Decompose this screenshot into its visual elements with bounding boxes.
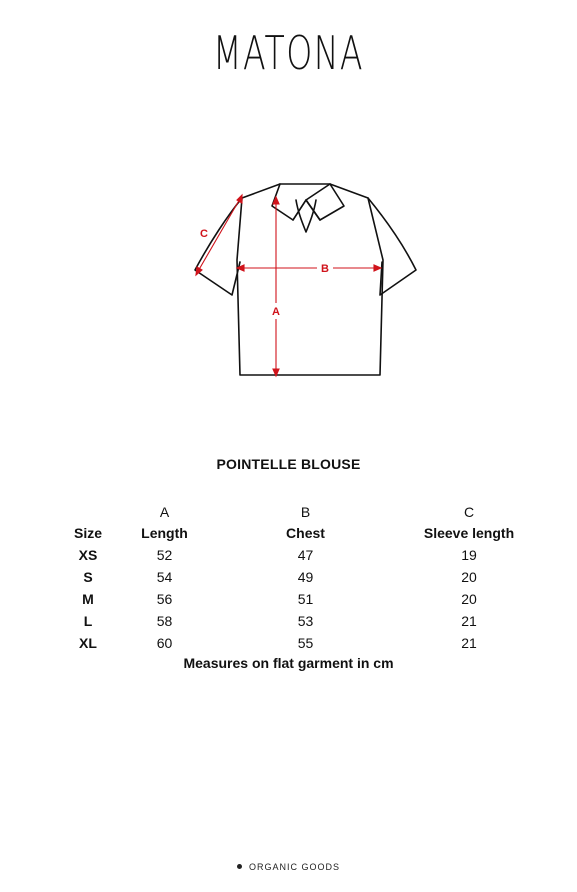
footer-text: ORGANIC GOODS (248, 862, 340, 872)
row-sleeve: 20 (461, 569, 477, 585)
header-chest: Chest (286, 525, 325, 541)
letter-c: C (463, 504, 475, 520)
row-length: 58 (156, 613, 173, 629)
table-row (54, 610, 534, 632)
row-chest: 49 (297, 569, 314, 585)
row-size: XS (78, 547, 98, 563)
bullet-icon (237, 864, 242, 869)
row-sleeve: 19 (461, 547, 477, 563)
table-row (54, 632, 534, 654)
row-size: S (83, 569, 93, 585)
row-sleeve: 21 (461, 613, 477, 629)
row-size: L (83, 613, 93, 629)
letter-a: A (159, 504, 170, 520)
measurement-note: Measures on flat garment in cm (183, 655, 394, 671)
letter-blank (54, 502, 122, 522)
row-length: 56 (156, 591, 173, 607)
header-sleeve-length: Sleeve length (423, 525, 515, 541)
row-chest: 51 (297, 591, 314, 607)
row-size: XL (79, 635, 97, 651)
table-row (54, 566, 534, 588)
header-length: Length (141, 525, 188, 541)
size-table (54, 502, 534, 654)
table-row (54, 544, 534, 566)
row-size: M (82, 591, 94, 607)
label-a: A (272, 306, 280, 318)
row-sleeve: 21 (461, 635, 477, 651)
header-size: Size (73, 525, 102, 541)
product-title: POINTELLE BLOUSE (216, 456, 361, 472)
table-header-row (54, 522, 534, 544)
table-letter-row (54, 502, 534, 522)
label-c: C (200, 228, 208, 240)
row-length: 60 (156, 635, 173, 651)
row-length: 54 (156, 569, 173, 585)
letter-b: B (300, 504, 311, 520)
footer (0, 862, 577, 872)
blouse-outline (195, 184, 416, 375)
row-chest: 55 (297, 635, 314, 651)
brand-logo: MATONA (212, 26, 365, 80)
row-chest: 53 (297, 613, 314, 629)
row-length: 52 (156, 547, 173, 563)
table-row (54, 588, 534, 610)
garment-diagram (180, 170, 430, 385)
row-chest: 47 (297, 547, 314, 563)
row-sleeve: 20 (461, 591, 477, 607)
label-b: B (321, 263, 329, 275)
